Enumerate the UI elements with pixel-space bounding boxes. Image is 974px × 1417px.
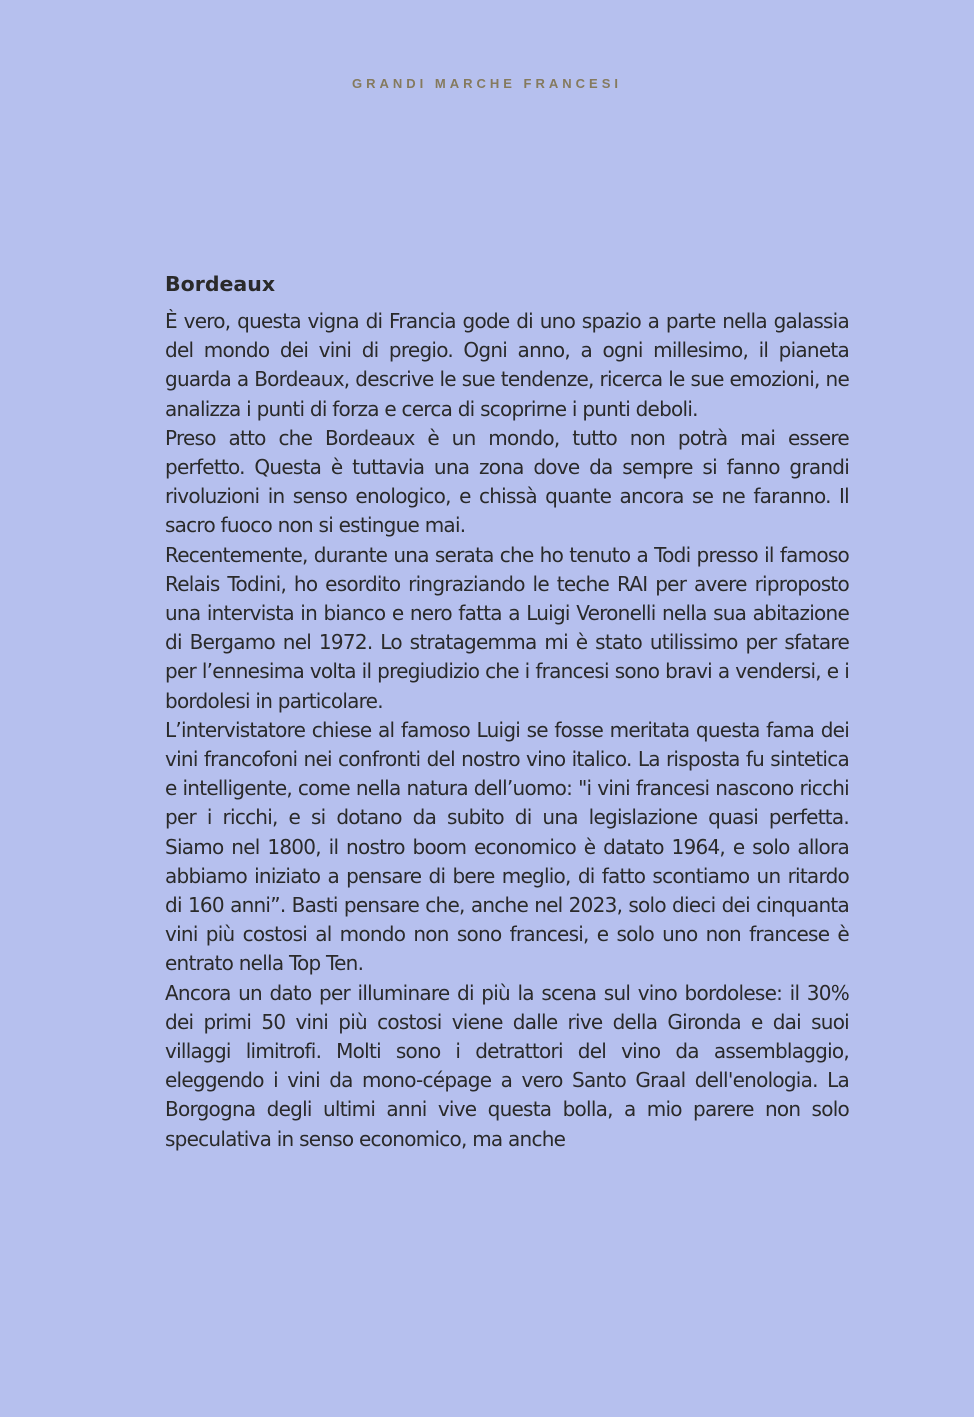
paragraph: Preso atto che Bordeaux è un mondo, tutto non potrà mai essere perfetto. Questa è tuttavia una zona dove da sempre si fanno grandi rivoluzioni in senso enologico, e chissà quante ancora se ne faranno. Il sacro fuoco non si estingue mai. — [165, 425, 849, 538]
paragraph: Recentemente, durante una serata che ho tenuto a Todi presso il famoso Relais Todini, ho esordito ringraziando le teche RAI per avere riproposto una intervista in bianco e nero fatta a Luigi Veronelli nella sua abitazione di Bergamo nel 1972. Lo stratagemma mi è stato utilissimo per sfatare per l’ennesima volta il pregiudizio che i francesi sono bravi a vendersi, e i bordolesi in particolare. — [165, 542, 849, 713]
paragraph: È vero, questa vigna di Francia gode di uno spazio a parte nella galassia del mondo dei vini di pregio. Ogni anno, a ogni millesimo, il pianeta guarda a Bordeaux, descrive le sue tendenze, ricerca le sue emozioni, ne analizza i punti di forza e cerca di scoprirne i punti deboli. — [165, 309, 849, 421]
article-body — [165, 270, 849, 1154]
paragraph: Ancora un dato per illuminare di più la scena sul vino bordolese: il 30% dei primi 50 vini più costosi viene dalle rive della Gironda e dai suoi villaggi limitrofi. Molti sono i detrattori del vino da assemblaggio, eleggendo i vini da mono-cépage a vero Santo Graal dell'enologia. La Borgogna degli ultimi anni vive questa bolla, a mio parere non solo speculativa in senso economico, ma anche — [165, 980, 849, 1151]
section-title: Bordeaux — [165, 272, 276, 296]
running-head: GRANDI MARCHE FRANCESI — [352, 76, 622, 91]
paragraph: L’intervistatore chiese al famoso Luigi se fosse meritata questa fama dei vini francofoni nei confronti del nostro vino italico. La risposta fu sintetica e intelligente, come nella natura dell’uomo: "i vini francesi nascono ricchi per i ricchi, e si dotano da subito di una legislazione quasi perfetta. Siamo nel 1800, il nostro boom economico è datato 1964, e solo allora abbiamo iniziato a pensare di bere meglio, di fatto scontiamo un ritardo di 160 anni”. Basti pensare che, anche nel 2023, solo dieci dei cinquanta vini più costosi al mondo non sono francesi, e solo uno non francese è entrato nella Top Ten. — [165, 717, 849, 976]
